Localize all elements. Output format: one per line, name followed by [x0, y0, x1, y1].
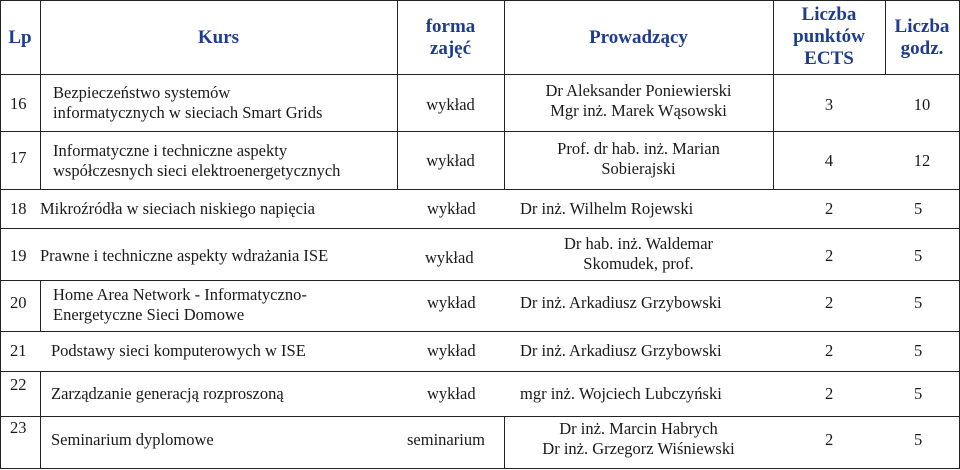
- lecturer-cell: Dr inż. Arkadiusz Grzybowski: [520, 293, 722, 312]
- hours-cell: 5: [914, 199, 923, 218]
- ects-cell: 2: [825, 199, 834, 218]
- course-cell: Bezpieczeństwo systemów informatycznych w sieciach Smart Grids: [53, 83, 323, 122]
- border-line: [0, 131, 960, 132]
- hours-cell: 12: [913, 151, 931, 170]
- header-godz: Liczba godz.: [894, 16, 950, 59]
- header-lp: Lp: [8, 27, 32, 48]
- form-cell: wykład: [427, 384, 476, 403]
- form-cell: wykład: [425, 248, 474, 267]
- form-cell: wykład: [426, 151, 475, 170]
- header-kurs: Kurs: [197, 27, 240, 48]
- ects-cell: 2: [825, 246, 834, 265]
- form-cell: wykład: [426, 95, 475, 114]
- hours-cell: 5: [914, 384, 923, 403]
- header-prowadzacy: Prowadzący: [589, 27, 688, 48]
- lecturer-cell: Dr Aleksander Poniewierski Mgr inż. Marek Wąsowski: [545, 81, 732, 120]
- hours-cell: 5: [914, 430, 923, 449]
- lecturer-cell: mgr inż. Wojciech Lubczyński: [520, 384, 722, 403]
- ects-cell: 2: [825, 384, 834, 403]
- border-line: [40, 371, 41, 469]
- ects-cell: 4: [824, 151, 834, 170]
- border-line: [40, 280, 41, 331]
- lp-cell: 23: [10, 418, 27, 437]
- lp-cell: 18: [10, 199, 27, 218]
- course-cell: Zarządzanie generacją rozproszoną: [51, 384, 284, 403]
- course-cell: Informatyczne i techniczne aspekty współczesnych sieci elektroenergetycznych: [53, 141, 341, 180]
- ects-cell: 3: [824, 95, 834, 114]
- hours-cell: 10: [913, 95, 931, 114]
- border-line: [0, 371, 960, 372]
- hours-cell: 5: [914, 246, 923, 265]
- course-cell: Seminarium dyplomowe: [51, 430, 214, 449]
- lp-cell: 20: [10, 293, 27, 312]
- course-cell: Home Area Network - Informatyczno- Energetyczne Sieci Domowe: [53, 285, 307, 324]
- lecturer-cell: Dr inż. Wilhelm Rojewski: [520, 199, 694, 218]
- header-forma: forma zajęć: [425, 16, 476, 59]
- border-line: [0, 228, 960, 229]
- hours-cell: 5: [914, 341, 923, 360]
- lecturer-cell: Dr hab. inż. Waldemar Skomudek, prof.: [563, 234, 714, 273]
- lp-cell: 16: [10, 94, 27, 113]
- border-line: [0, 468, 960, 469]
- form-cell: seminarium: [407, 430, 485, 449]
- ects-cell: 2: [825, 341, 834, 360]
- hours-cell: 5: [914, 293, 923, 312]
- border-line: [0, 280, 960, 281]
- lp-cell: 21: [10, 341, 27, 360]
- form-cell: wykład: [427, 199, 476, 218]
- course-cell: Prawne i techniczne aspekty wdrażania ISE: [40, 246, 329, 265]
- border-line: [0, 0, 960, 1]
- form-cell: wykład: [427, 293, 476, 312]
- border-line: [0, 416, 960, 417]
- lp-cell: 22: [10, 375, 27, 394]
- lp-cell: 17: [10, 148, 27, 167]
- form-cell: wykład: [427, 341, 476, 360]
- course-cell: Podstawy sieci komputerowych w ISE: [51, 341, 306, 360]
- border-line: [0, 189, 960, 190]
- lecturer-cell: Dr inż. Arkadiusz Grzybowski: [520, 341, 722, 360]
- border-line: [0, 74, 960, 75]
- ects-cell: 2: [825, 293, 834, 312]
- ects-cell: 2: [825, 430, 834, 449]
- lp-cell: 19: [10, 246, 27, 265]
- lecturer-cell: Prof. dr hab. inż. Marian Sobierajski: [557, 139, 720, 178]
- border-line: [0, 331, 960, 332]
- course-cell: Mikroźródła w sieciach niskiego napięcia: [40, 199, 315, 218]
- header-ects: Liczba punktów ECTS: [793, 4, 865, 69]
- lecturer-cell: Dr inż. Marcin Habrych Dr inż. Grzegorz Wiśniewski: [542, 419, 735, 458]
- border-line: [0, 0, 1, 469]
